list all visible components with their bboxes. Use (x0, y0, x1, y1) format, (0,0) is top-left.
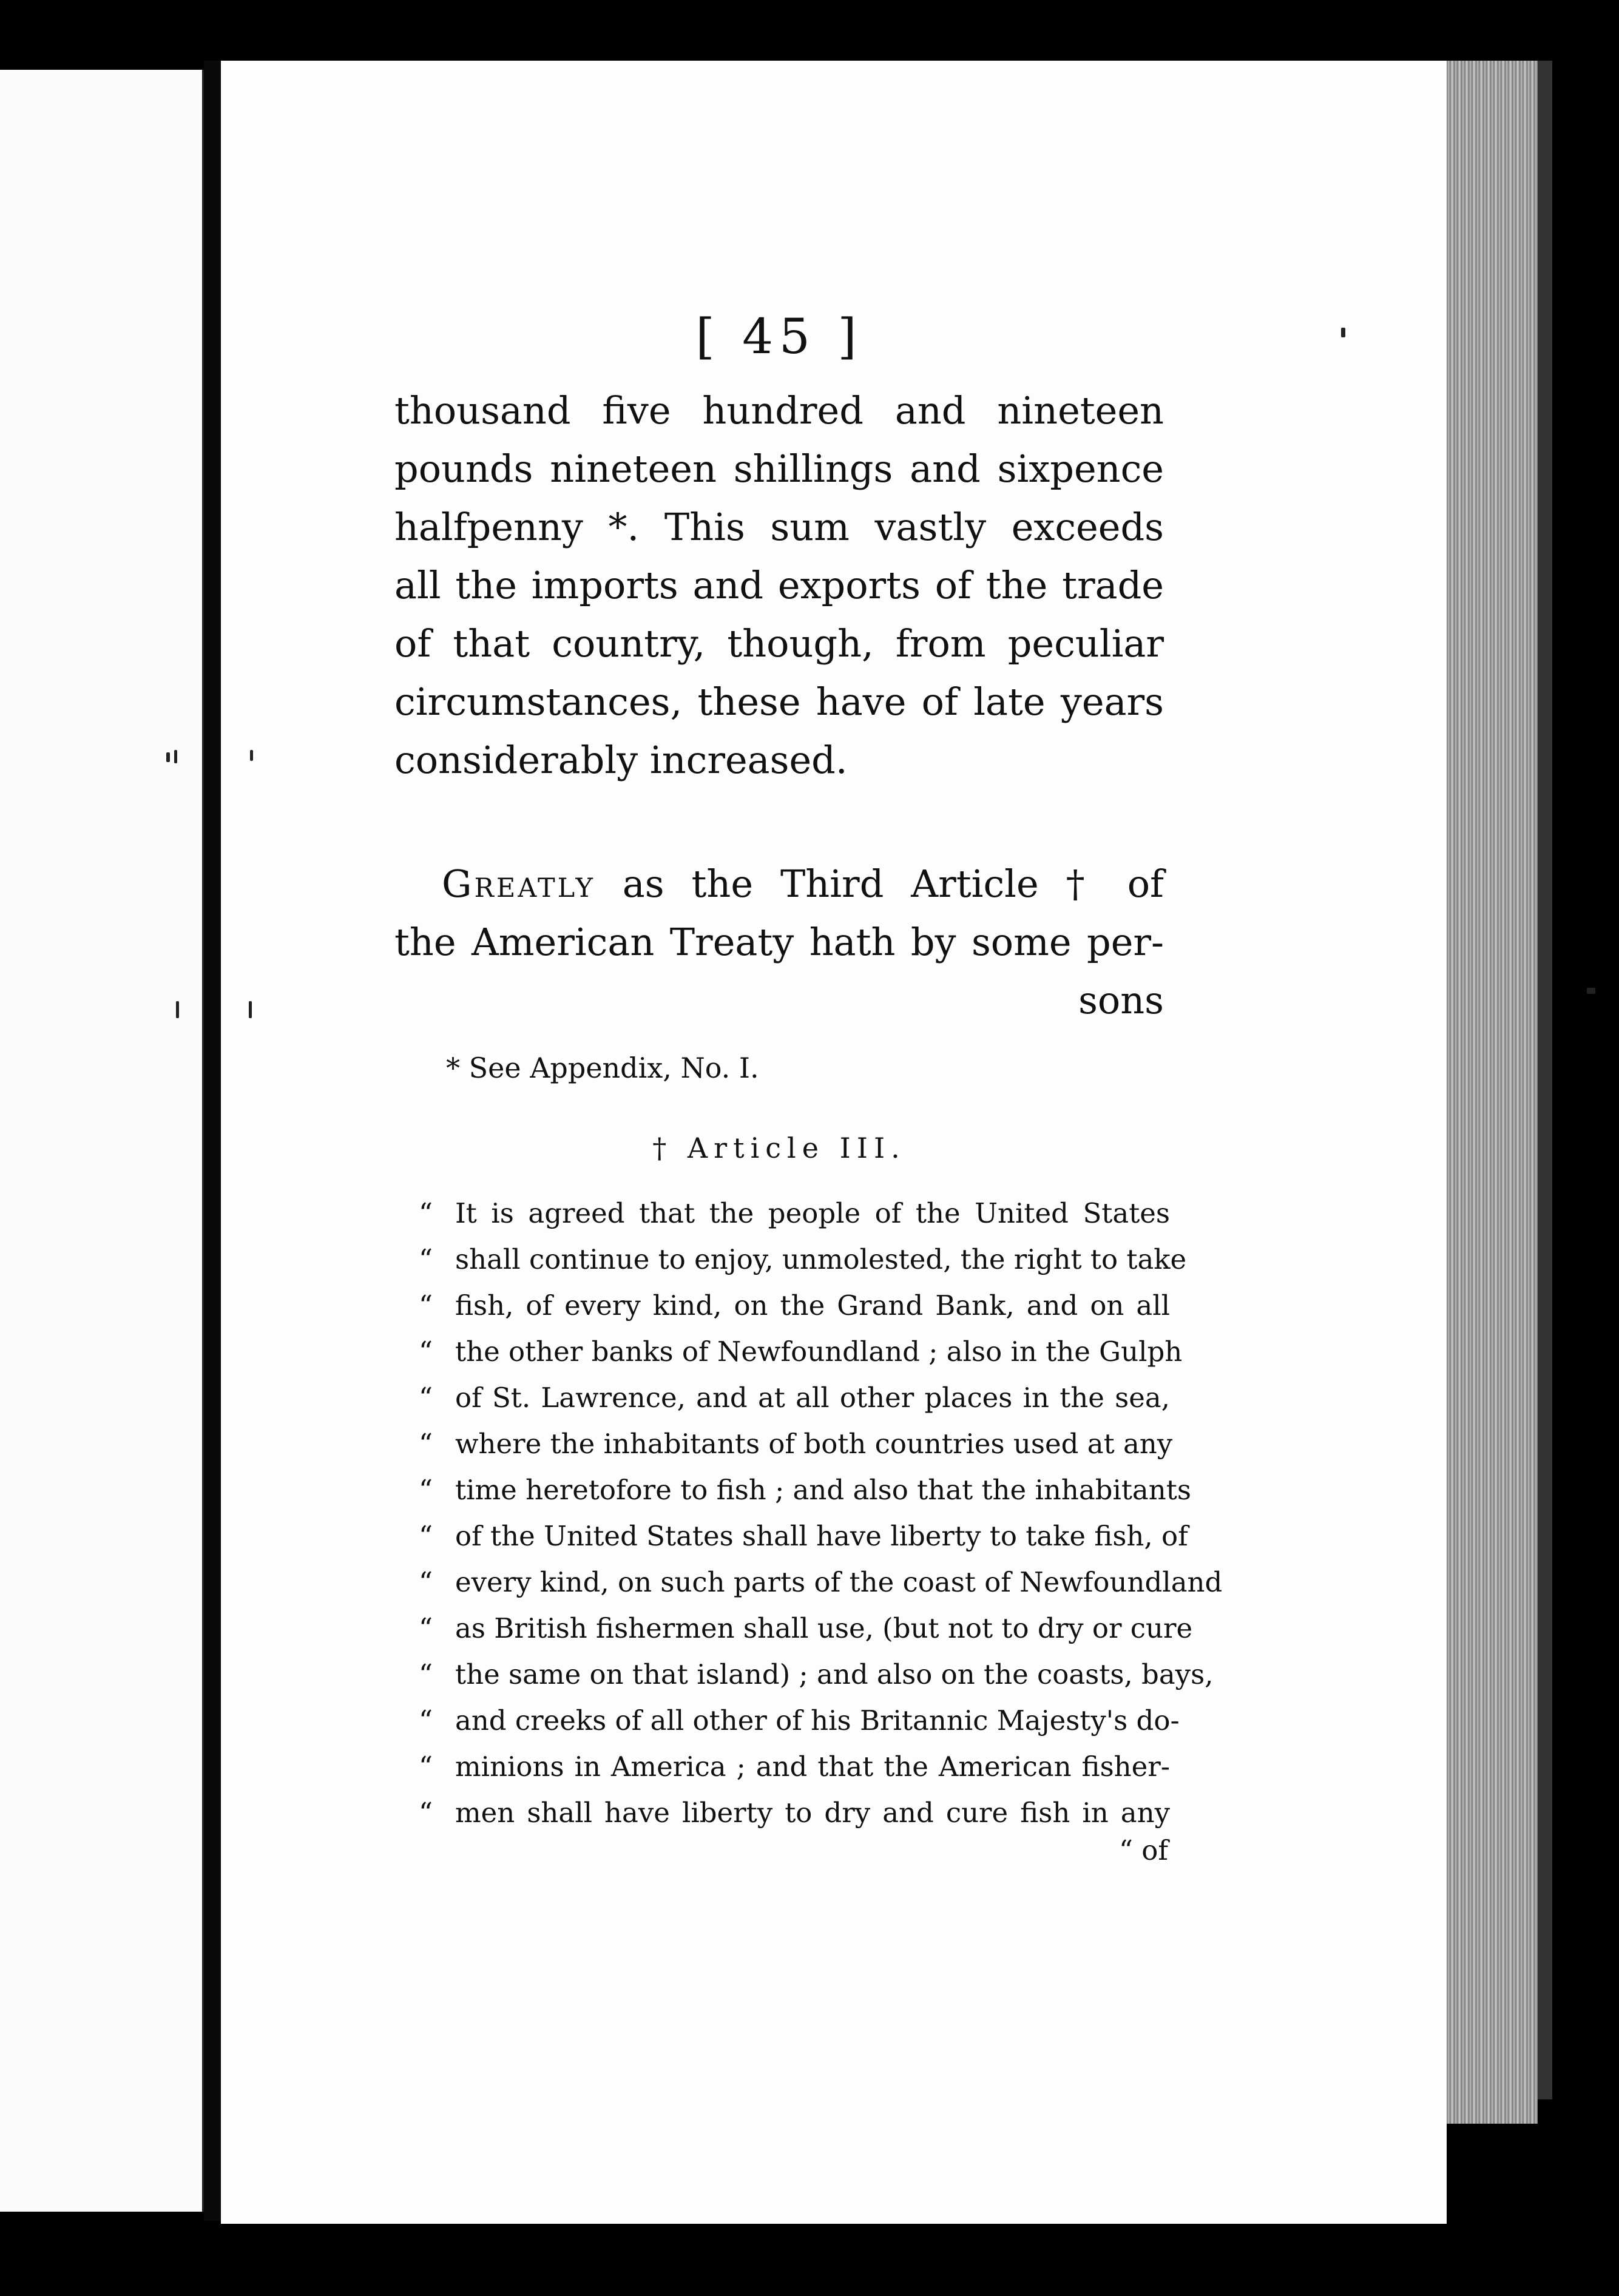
body-line: thousand five hundred and nineteen (394, 388, 1164, 433)
quote-line (419, 1559, 1223, 1606)
page-edges (1447, 61, 1538, 2124)
body-line: circumstances, these have of late years (394, 680, 1164, 724)
quote-line (419, 1606, 1193, 1652)
stray-mark (174, 750, 177, 763)
stray-mark (166, 752, 170, 762)
stray-mark (249, 1001, 252, 1018)
quote-line (419, 1421, 1173, 1467)
quote-line (419, 1467, 1191, 1513)
quote-mark: “ (419, 1335, 433, 1368)
stray-mark (1587, 988, 1595, 994)
quote-text: fish, of every kind, on the Grand Bank, and on all (455, 1289, 1170, 1322)
quote-mark: “ (419, 1520, 433, 1552)
quote-text: of the United States shall have liberty to take fish, of (455, 1520, 1188, 1552)
quote-text: shall continue to enjoy, unmolested, the right to take (455, 1243, 1187, 1275)
stray-mark (250, 750, 253, 761)
quote-text: and creeks of all other of his Britannic Majesty's do- (455, 1704, 1180, 1737)
page-edges-shadow (1538, 61, 1552, 2099)
quote-text: where the inhabitants of both countries used at any (455, 1428, 1173, 1460)
quote-mark: “ (419, 1382, 433, 1414)
quote-mark: “ (419, 1704, 433, 1737)
quote-mark: “ (419, 1428, 433, 1460)
quote-line (419, 1237, 1187, 1283)
paragraph-line-text: as the Third Article † of (622, 862, 1164, 906)
article-heading: † Article III. (652, 1132, 906, 1164)
quote-line (419, 1283, 1170, 1329)
quote-mark: “ (419, 1566, 433, 1598)
body-line: considerably increased. (394, 738, 848, 782)
quote-mark: “ (419, 1243, 433, 1275)
body-line: halfpenny *. This sum vastly exceeds (394, 505, 1164, 549)
quote-mark: “ (419, 1612, 433, 1644)
quote-text: time heretofore to fish ; and also that the inhabitants (455, 1474, 1191, 1506)
stray-mark (1341, 328, 1345, 337)
quote-text: of St. Lawrence, and at all other places in the sea, (455, 1382, 1170, 1414)
quote-line (419, 1513, 1188, 1559)
body-line: of that country, though, from peculiar (394, 621, 1164, 666)
quote-line (419, 1698, 1180, 1744)
body-line: all the imports and exports of the trade (394, 563, 1164, 607)
quote-text: every kind, on such parts of the coast of Newfoundland (455, 1566, 1223, 1598)
footnote: * See Appendix, No. I. (446, 1052, 759, 1084)
quote-line (419, 1190, 1170, 1237)
book-gutter (204, 61, 221, 2221)
paragraph-lead-word: Greatly (442, 862, 595, 906)
quote-line (419, 1744, 1170, 1790)
stray-mark (176, 1001, 179, 1018)
quote-mark: “ (419, 1289, 433, 1322)
paragraph-line: the American Treaty hath by some per- (394, 920, 1164, 964)
quote-text: men shall have liberty to dry and cure fish in any (455, 1797, 1170, 1829)
quote-text: It is agreed that the people of the United States (455, 1197, 1170, 1229)
quote-line (419, 1652, 1214, 1698)
catchword: “ of (1118, 1834, 1168, 1866)
paragraph-line: sons (1078, 978, 1164, 1022)
body-line: pounds nineteen shillings and sixpence (394, 447, 1164, 491)
quote-line (419, 1375, 1170, 1421)
quote-text: minions in America ; and that the American fisher- (455, 1751, 1170, 1783)
quote-text: the same on that island) ; and also on the coasts, bays, (455, 1658, 1214, 1690)
quote-mark: “ (419, 1751, 433, 1783)
quote-mark: “ (419, 1197, 433, 1229)
quote-line (419, 1329, 1183, 1375)
facing-page (0, 70, 204, 2212)
paragraph-line (394, 860, 1164, 908)
quote-mark: “ (419, 1797, 433, 1829)
quote-mark: “ (419, 1474, 433, 1506)
quote-text: the other banks of Newfoundland ; also in the Gulph (455, 1335, 1183, 1368)
page-number: [ 45 ] (695, 308, 863, 365)
quote-text: as British fishermen shall use, (but not to dry or cure (455, 1612, 1193, 1644)
quote-mark: “ (419, 1658, 433, 1690)
